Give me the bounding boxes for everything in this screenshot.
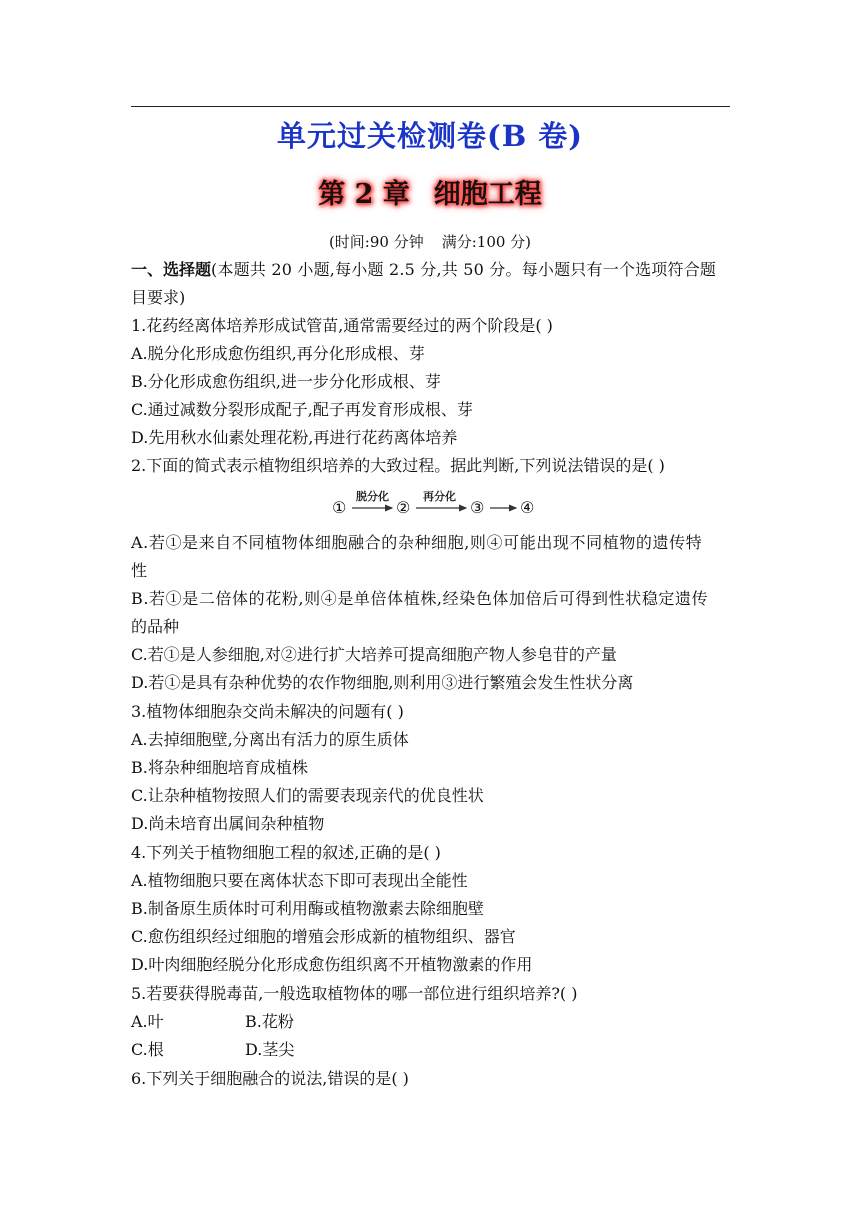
question-1-option-a: A.脱分化形成愈伤组织,再分化形成根、芽	[131, 344, 425, 363]
question-3-option-a: A.去掉细胞壁,分离出有活力的原生质体	[131, 730, 409, 749]
question-3-option-b: B.将杂种细胞培育成植株	[131, 758, 308, 777]
question-1-option-b: B.分化形成愈伤组织,进一步分化形成根、芽	[131, 372, 441, 391]
question-2-option-b: B.若①是二倍体的花粉,则④是单倍体植株,经染色体加倍后可得到性状稳定遗传	[131, 589, 709, 608]
question-5-option-c: C.根	[131, 1040, 164, 1059]
question-4-stem: 4.下列关于植物细胞工程的叙述,正确的是( )	[131, 843, 441, 862]
question-2-option-c: C.若①是人参细胞,对②进行扩大培养可提高细胞产物人参皂苷的产量	[131, 645, 617, 664]
section-instructions-cont: 目要求)	[131, 288, 186, 307]
page-title: 单元过关检测卷(B 卷)	[276, 119, 584, 153]
question-3-stem: 3.植物体细胞杂交尚未解决的问题有( )	[131, 702, 404, 721]
question-5-option-d: D.茎尖	[245, 1040, 295, 1059]
header-rule	[131, 106, 730, 107]
question-2-option-a: A.若①是来自不同植物体细胞融合的杂种细胞,则④可能出现不同植物的遗传特	[131, 533, 703, 552]
chapter-name: 细胞工程	[433, 179, 542, 210]
tissue-culture-flow-diagram	[330, 489, 540, 523]
chapter-number: 第 2 章	[318, 179, 410, 210]
flow-arrow-label-2: 再分化	[423, 490, 456, 503]
question-5-options-row-2	[131, 1040, 731, 1060]
flow-node-4: ④	[520, 498, 535, 517]
question-3-option-c: C.让杂种植物按照人们的需要表现亲代的优良性状	[131, 786, 484, 805]
question-5-option-b: B.花粉	[245, 1012, 294, 1031]
question-2-option-a-cont: 性	[131, 561, 148, 580]
question-2-stem: 2.下面的简式表示植物组织培养的大致过程。据此判断,下列说法错误的是( )	[131, 456, 665, 475]
section-heading-line	[131, 260, 731, 280]
time-limit: (时间:90 分钟	[328, 233, 424, 251]
question-1-option-c: C.通过减数分裂形成配子,配子再发育形成根、芽	[131, 400, 473, 419]
question-6-stem: 6.下列关于细胞融合的说法,错误的是( )	[131, 1069, 409, 1088]
chapter-title	[0, 172, 860, 211]
question-4-option-a: A.植物细胞只要在离体状态下即可表现出全能性	[131, 871, 468, 890]
question-1-stem: 1.花药经离体培养形成试管苗,通常需要经过的两个阶段是( )	[131, 316, 553, 335]
section-heading: 一、选择题	[131, 260, 212, 279]
flow-node-2: ②	[396, 498, 411, 517]
question-4-option-c: C.愈伤组织经过细胞的增殖会形成新的植物组织、器官	[131, 927, 516, 946]
question-4-option-d: D.叶肉细胞经脱分化形成愈伤组织离不开植物激素的作用	[131, 955, 533, 974]
question-1-option-d: D.先用秋水仙素处理花粉,再进行花药离体培养	[131, 428, 458, 447]
section-instructions: (本题共 20 小题,每小题 2.5 分,共 50 分。每小题只有一个选项符合题	[211, 260, 717, 279]
flow-arrow-label-1: 脱分化	[356, 490, 389, 503]
question-4-option-b: B.制备原生质体时可利用酶或植物激素去除细胞壁	[131, 899, 484, 918]
question-2-option-b-cont: 的品种	[131, 617, 180, 636]
question-2-option-d: D.若①是具有杂种优势的农作物细胞,则利用③进行繁殖会发生性状分离	[131, 673, 634, 692]
flow-node-1: ①	[332, 498, 347, 517]
question-5-stem: 5.若要获得脱毒苗,一般选取植物体的哪一部位进行组织培养?( )	[131, 984, 578, 1003]
question-5-options-row-1	[131, 1012, 731, 1032]
full-score: 满分:100 分)	[441, 233, 532, 251]
flow-node-3: ③	[470, 498, 485, 517]
exam-meta	[0, 231, 860, 252]
question-5-option-a: A.叶	[131, 1012, 164, 1031]
question-3-option-d: D.尚未培育出属间杂种植物	[131, 814, 325, 833]
